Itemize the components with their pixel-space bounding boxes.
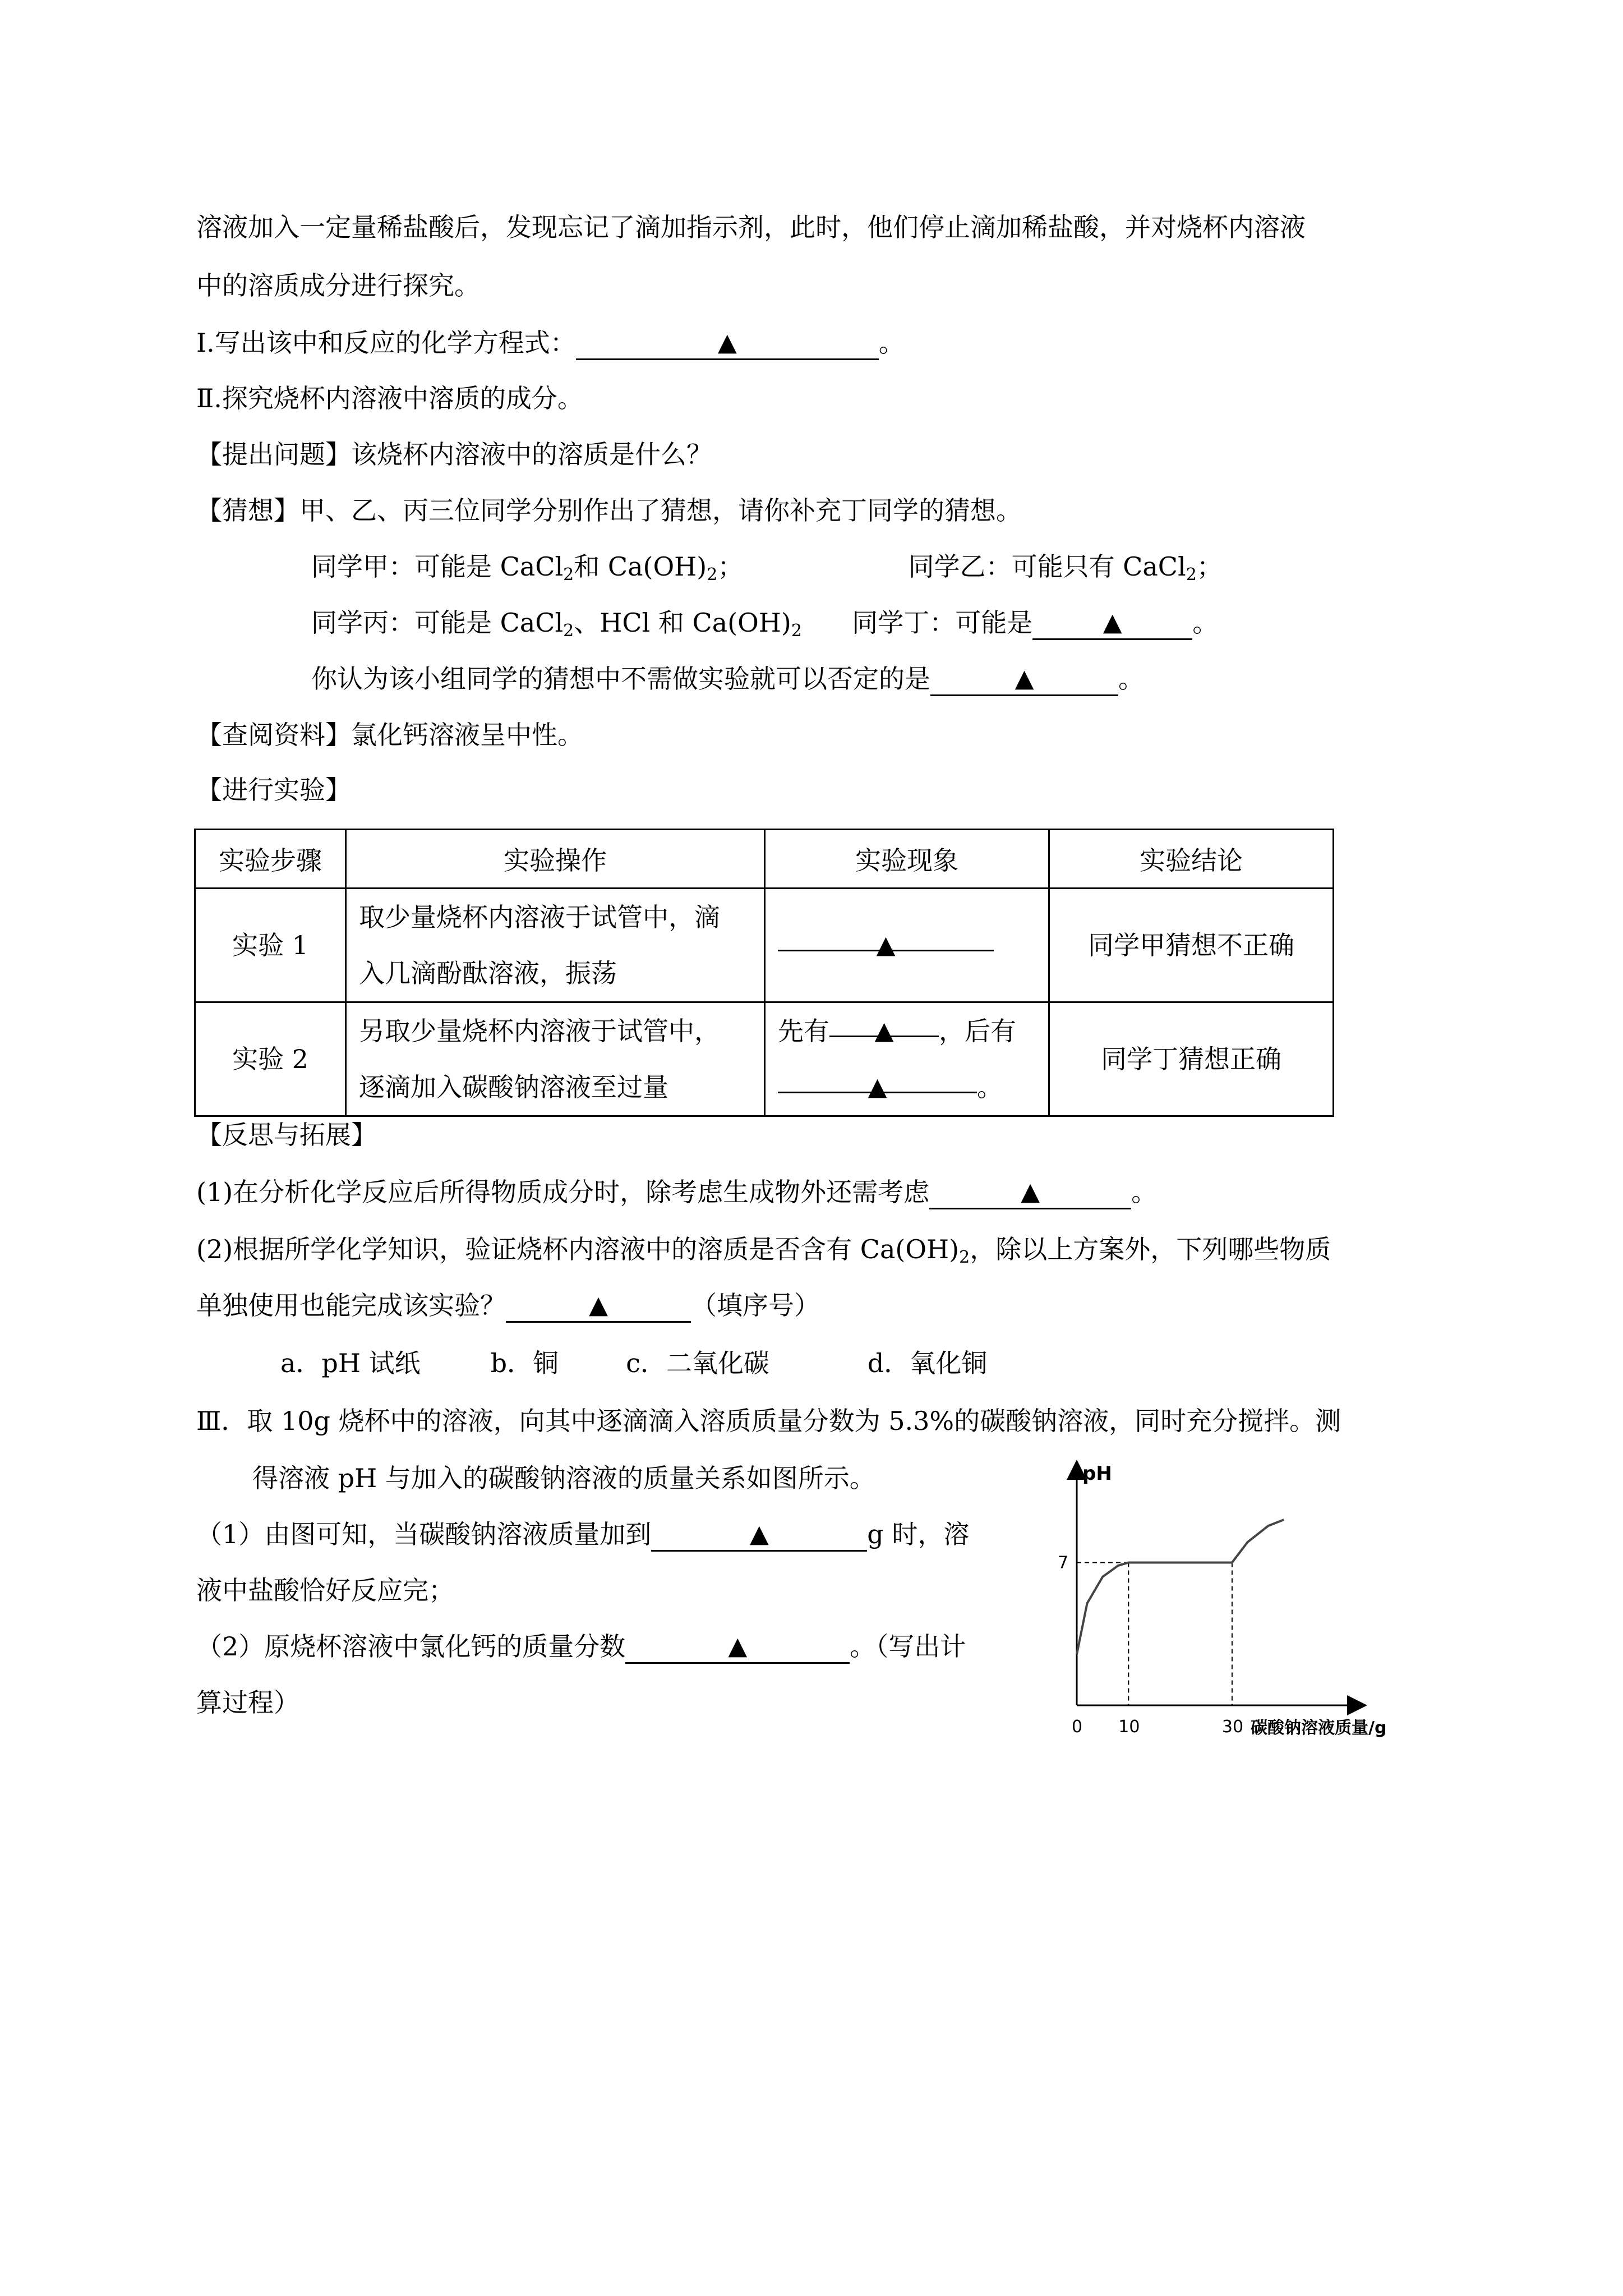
guess-bing-ding <box>311 606 1218 648</box>
row2-step: 实验 2 <box>195 1002 346 1116</box>
guess-ding: 同学丁：可能是 <box>852 608 1033 638</box>
header-phenomenon: 实验现象 <box>765 830 1049 889</box>
guess-reject <box>311 662 1144 696</box>
row2-phen-end: 。 <box>977 1072 1003 1102</box>
blank-triangle-icon: ▲ <box>874 1016 894 1045</box>
guess-jia-end: ； <box>717 551 744 582</box>
info-line <box>196 718 583 752</box>
reflection-q2-line1 <box>196 1232 1331 1274</box>
blank-triangle-icon: ▲ <box>749 1520 769 1548</box>
guess-bing-sep: 、HCl 和 Ca(OH) <box>574 608 791 638</box>
y-axis-label: pH <box>1082 1462 1112 1485</box>
reflection-q1-text: (1)在分析化学反应后所得物质成分时，除考虑生成物外还需考虑 <box>196 1177 930 1207</box>
guess-yi-end: ； <box>1196 551 1223 582</box>
reflection-options <box>280 1346 987 1380</box>
row2-op-line1: 另取少量烧杯内溶液于试管中， <box>359 1016 720 1046</box>
guess-reject-blank[interactable] <box>930 665 1118 696</box>
subscript: 2 <box>959 1248 970 1267</box>
option-a: a．pH 试纸 <box>280 1348 421 1378</box>
guess-jia-and: 和 Ca(OH) <box>574 551 707 582</box>
reflection-q1 <box>196 1175 1157 1209</box>
experiment-heading: 【进行实验】 <box>196 775 351 805</box>
part-iii-q2-blank[interactable] <box>625 1633 850 1664</box>
y-tick-label: 7 <box>1058 1553 1069 1573</box>
row2-phen-mid: ，后有 <box>939 1016 1016 1046</box>
row1-phenomenon <box>765 889 1049 1002</box>
row1-step: 实验 1 <box>195 889 346 1002</box>
guess-ding-blank[interactable] <box>1032 609 1192 640</box>
guess-reject-end: 。 <box>1118 664 1144 694</box>
subscript: 2 <box>563 565 574 585</box>
guess-tag: 【猜想】 <box>196 495 299 526</box>
reflection-q1-end: 。 <box>1131 1177 1158 1207</box>
blank-triangle-icon: ▲ <box>589 1291 608 1319</box>
option-c: c．二氧化碳 <box>626 1348 769 1378</box>
reflection-q1-blank[interactable] <box>929 1179 1131 1209</box>
x-tick-label: 0 <box>1072 1717 1083 1737</box>
blank-triangle-icon: ▲ <box>728 1632 748 1660</box>
option-d: d．氧化铜 <box>867 1348 988 1378</box>
guess-reject-text: 你认为该小组同学的猜想中不需做实验就可以否定的是 <box>311 664 930 694</box>
subscript: 2 <box>707 565 718 585</box>
part-iii-line1: Ⅲ．取 10g 烧杯中的溶液，向其中逐滴滴入溶质质量分数为 5.3%的碳酸钠溶液，同时充分搅拌。测 <box>196 1406 1341 1436</box>
row1-op-line1: 取少量烧杯内溶液于试管中，滴 <box>359 902 720 932</box>
series-line <box>1077 1520 1284 1654</box>
part-i-question <box>196 326 905 360</box>
table-row <box>195 889 1334 1002</box>
reflection-q2-text-end: ，除以上方案外，下列哪些物质 <box>970 1234 1331 1264</box>
reflection-q2-blank[interactable] <box>506 1292 691 1323</box>
blank-triangle-icon: ▲ <box>876 931 896 959</box>
part-iii-q1-blank[interactable] <box>651 1521 867 1552</box>
row1-phenomenon-blank[interactable] <box>778 921 994 959</box>
row2-conclusion: 同学丁猜想正确 <box>1049 1002 1334 1116</box>
blank-triangle-icon: ▲ <box>1015 664 1034 693</box>
row1-conclusion: 同学甲猜想不正确 <box>1049 889 1334 1002</box>
guess-text: 甲、乙、丙三位同学分别作出了猜想，请你补充丁同学的猜想。 <box>299 495 1022 526</box>
guess-yi: 同学乙：可能只有 CaCl <box>908 551 1186 582</box>
blank-triangle-icon: ▲ <box>1021 1177 1040 1206</box>
row2-phenomenon-blank-1[interactable] <box>829 1006 939 1045</box>
question-line <box>196 438 712 471</box>
part-iii-q1-end: g 时，溶 <box>867 1519 970 1549</box>
part-iii-q1-text: （1）由图可知，当碳酸钠溶液质量加到 <box>196 1519 652 1549</box>
reflection-heading: 【反思与拓展】 <box>196 1120 377 1150</box>
blank-triangle-icon: ▲ <box>1103 608 1122 637</box>
reflection-q2-text: (2)根据所学化学知识，验证烧杯内溶液中的溶质是否含有 Ca(OH) <box>196 1234 960 1264</box>
table-header-row <box>195 830 1334 889</box>
blank-triangle-icon: ▲ <box>868 1073 887 1101</box>
part-iii-q2-text: （2）原烧杯溶液中氯化钙的质量分数 <box>196 1631 626 1662</box>
header-operation: 实验操作 <box>346 830 765 889</box>
ph-chart <box>1043 1453 1469 1745</box>
x-axis-label: 碳酸钠溶液质量/g <box>1251 1718 1387 1738</box>
experiment-table <box>194 829 1334 1117</box>
guess-jia: 同学甲：可能是 CaCl <box>311 551 564 582</box>
row2-phenomenon <box>765 1002 1049 1116</box>
question-tag: 【提出问题】 <box>196 439 351 470</box>
guess-bing: 同学丙：可能是 CaCl <box>311 608 564 638</box>
subscript: 2 <box>563 621 574 641</box>
intro-line-1: 溶液加入一定量稀盐酸后，发现忘记了滴加指示剂，此时，他们停止滴加稀盐酸，并对烧杯内溶液 <box>196 212 1306 242</box>
guess-jia-yi <box>311 550 1223 592</box>
reflection-q2b-end: （填序号） <box>691 1290 820 1320</box>
part-iii-q2-line2: 算过程） <box>196 1687 299 1718</box>
guess-ding-end: 。 <box>1192 608 1219 638</box>
part-i-end: 。 <box>878 328 905 358</box>
chart-ticks <box>1058 1553 1243 1737</box>
row2-phen-first: 先有 <box>778 1016 829 1046</box>
reflection-q2-line2 <box>196 1289 820 1322</box>
table-row <box>195 1002 1334 1116</box>
row1-op-line2: 入几滴酚酞溶液，振荡 <box>359 958 617 988</box>
info-tag: 【查阅资料】 <box>196 720 351 750</box>
info-text: 氯化钙溶液呈中性。 <box>351 720 583 750</box>
x-tick-label: 30 <box>1221 1717 1244 1737</box>
row2-operation <box>346 1002 765 1116</box>
row2-phenomenon-blank-2[interactable] <box>778 1062 977 1101</box>
question-text: 该烧杯内溶液中的溶质是什么？ <box>351 439 712 470</box>
reflection-q2b-text: 单独使用也能完成该实验？ <box>196 1290 506 1320</box>
part-i-label: Ⅰ.写出该中和反应的化学方程式： <box>196 328 576 358</box>
header-step: 实验步骤 <box>195 830 346 889</box>
part-iii-q1-line1 <box>196 1517 969 1551</box>
blank-triangle-icon: ▲ <box>717 328 737 357</box>
subscript: 2 <box>1186 565 1197 585</box>
part-iii-q2-end: 。（写出计 <box>850 1631 966 1662</box>
guess-line <box>196 494 1022 527</box>
x-tick-label: 10 <box>1118 1717 1140 1737</box>
intro-line-2: 中的溶质成分进行探究。 <box>196 270 480 301</box>
header-conclusion: 实验结论 <box>1049 830 1334 889</box>
row1-operation <box>346 889 765 1002</box>
subscript: 2 <box>791 621 802 641</box>
row2-op-line2: 逐滴加入碳酸钠溶液至过量 <box>359 1072 668 1102</box>
chart-guides <box>1077 1562 1232 1705</box>
equation-blank[interactable] <box>576 329 879 360</box>
part-iii-q1-line2: 液中盐酸恰好反应完； <box>196 1575 454 1605</box>
part-ii-heading: Ⅱ.探究烧杯内溶液中溶质的成分。 <box>196 383 583 413</box>
part-iii-q2-line1 <box>196 1630 966 1663</box>
part-iii-line2: 得溶液 pH 与加入的碳酸钠溶液的质量关系如图所示。 <box>252 1463 875 1493</box>
option-b: b．铜 <box>490 1348 559 1378</box>
